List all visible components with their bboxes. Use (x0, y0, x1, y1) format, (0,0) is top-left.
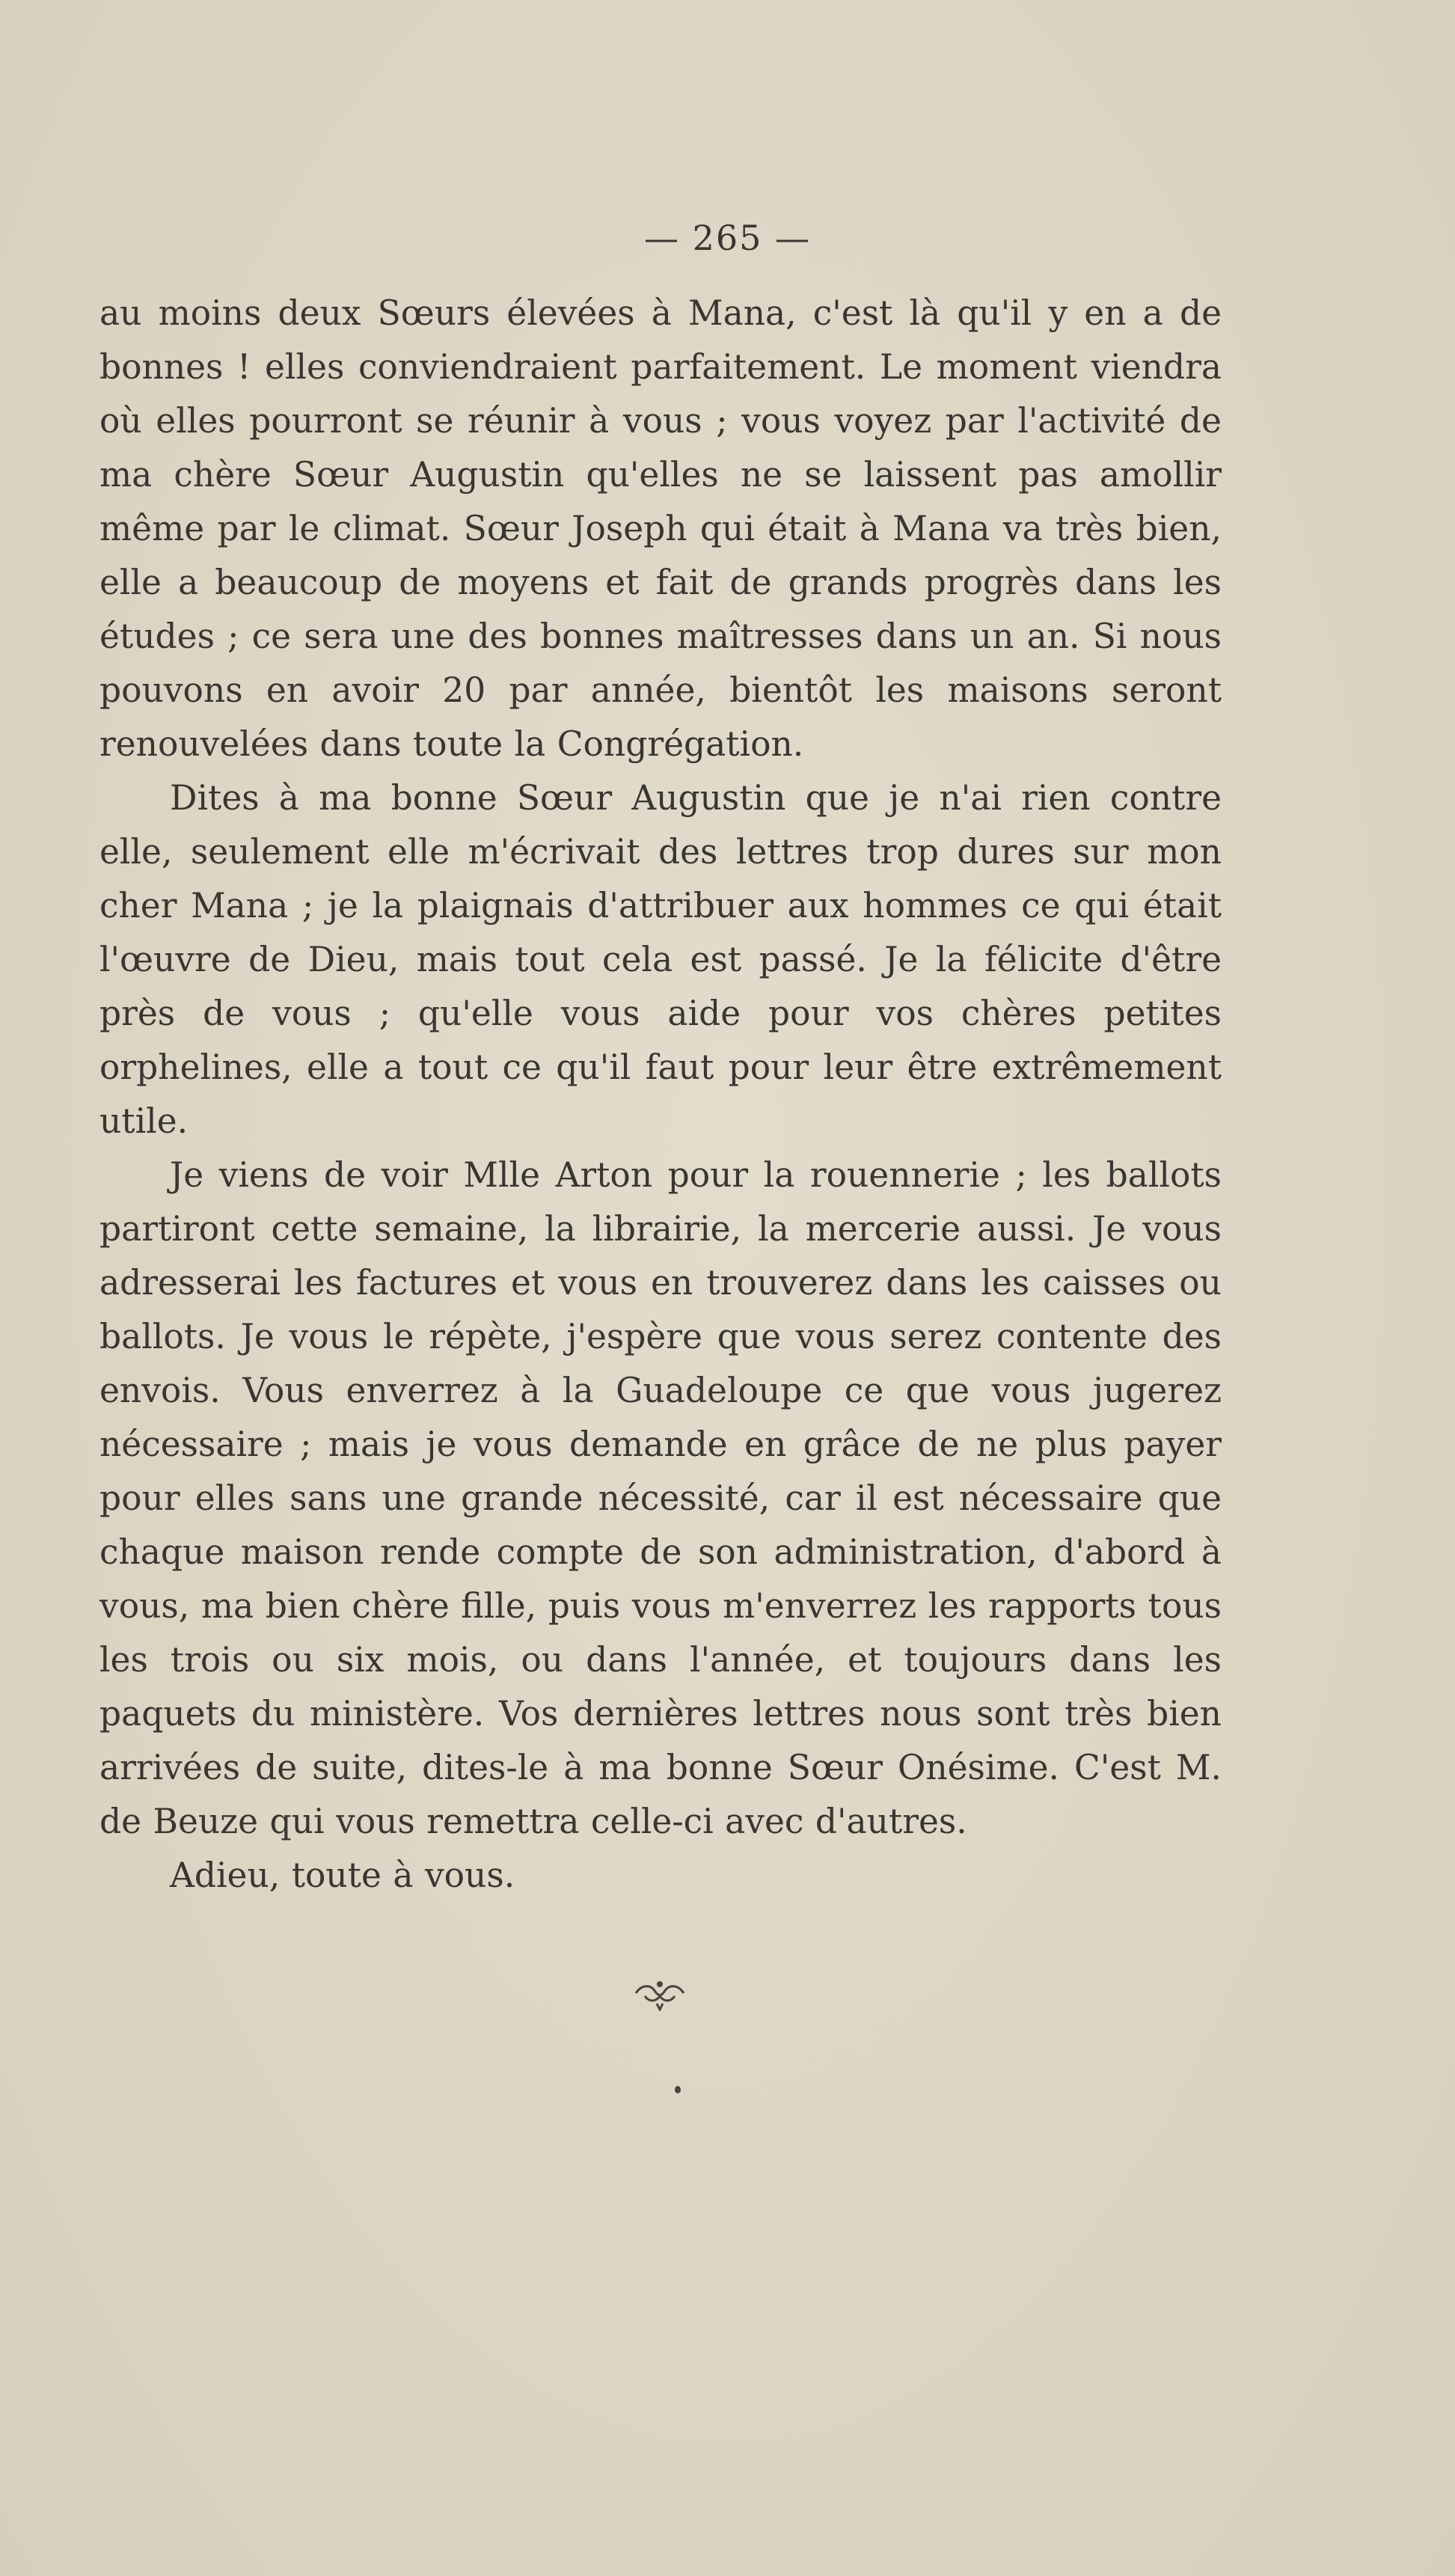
closing-line: Adieu, toute à vous. (170, 1855, 515, 1895)
fleuron-ornament-icon (630, 1974, 690, 2011)
paragraph-continuation: au moins deux Sœurs élevées à Mana, c'est là qu'il y en a de bonnes ! elles conviendraient parfaitement. Le moment viendra où elles pourront se réunir à vous ; vous voyez par l'activité de ma chère Sœur Augustin qu'elles ne se laissent pas amollir même par le climat. Sœur Joseph qui était à Mana va très bien, elle a beaucoup de moyens et fait de grands progrès dans les études ; ce sera une des bonnes maîtresses dans un an. Si nous pouvons en avoir 20 par année, bientôt les maisons seront renouvelées dans toute la Congrégation. (99, 293, 1222, 764)
paragraph: Dites à ma bonne Sœur Augustin que je n'ai rien contre elle, seulement elle m'écrivait des lettres trop dures sur mon cher Mana ; je la plaignais d'attribuer aux hommes ce qui était l'œuvre de Dieu, mais tout cela est passé. Je la félicite d'être près de vous ; qu'elle vous aide pour vos chères petites orphelines, elle a tout ce qu'il faut pour leur être extrêmement utile. (99, 778, 1222, 1141)
paragraph: Je viens de voir Mlle Arton pour la rouennerie ; les ballots partiront cette semaine, la librairie, la mercerie aussi. Je vous adresserai les factures et vous en trouverez dans les caisses ou ballots. Je vous le répète, j'espère que vous serez contente des envois. Vous enverrez à la Guadeloupe ce que vous jugerez nécessaire ; mais je vous demande en grâce de ne plus payer pour elles sans une grande nécessité, car il est nécessaire que chaque maison rende compte de son administration, d'abord à vous, ma bien chère fille, puis vous m'enverrez les rapports tous les trois ou six mois, ou dans l'année, et toujours dans les paquets du ministère. Vos dernières lettres nous sont très bien arrivées de suite, dites-le à ma bonne Sœur Onésime. C'est M. de Beuze qui vous remettra celle-ci avec d'autres. (99, 1155, 1222, 1841)
ink-speck (675, 2086, 681, 2093)
page-number: — 265 — (643, 218, 812, 258)
letter-body (99, 287, 1222, 1903)
